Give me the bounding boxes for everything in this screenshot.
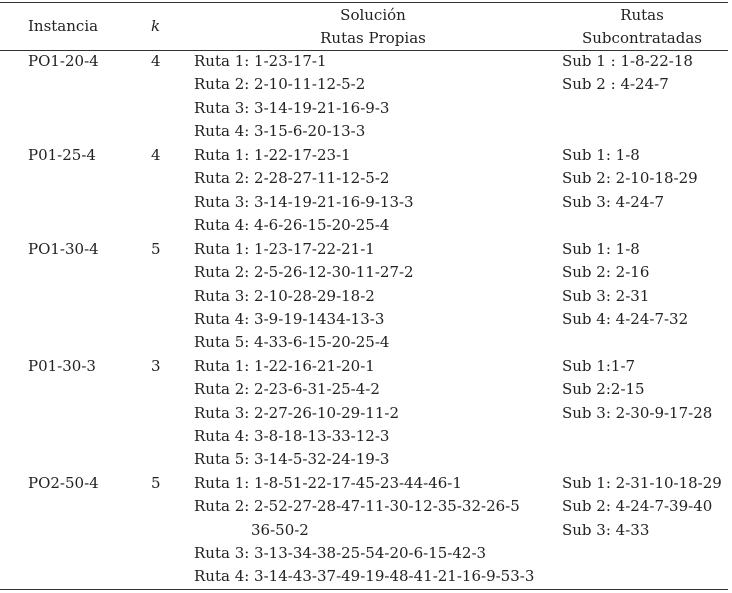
- ruta-item: Ruta 2: 2-23-6-31-25-4-2: [194, 380, 380, 399]
- header-solucion-line1: Solución: [340, 6, 406, 24]
- ruta-item: Ruta 2: 2-28-27-11-12-5-2: [194, 169, 390, 188]
- ruta-item: Ruta 3: 3-14-19-21-16-9-13-3: [194, 192, 414, 211]
- k-cell: 5: [151, 240, 161, 258]
- header-rutas-line2: Subcontratadas: [582, 29, 702, 47]
- sub-item: Sub 1: 1-8: [562, 240, 640, 258]
- sub-item: Sub 3: 2-31: [562, 286, 650, 305]
- top-rule: [0, 2, 728, 3]
- ruta-item: Ruta 3: 2-10-28-29-18-2: [194, 286, 375, 305]
- ruta-item: Ruta 4: 3-9-19-1434-13-3: [194, 309, 385, 328]
- sub-item: Sub 1: 1-8: [562, 146, 640, 164]
- sub-item: Sub 2: 4-24-7-39-40: [562, 497, 713, 516]
- ruta-item: Ruta 4: 3-14-43-37-49-19-48-41-21-16-9-53-3: [194, 567, 535, 586]
- sub-item: Sub 2: 2-16: [562, 263, 650, 282]
- ruta-item: Ruta 4: 3-8-18-13-33-12-3: [194, 426, 390, 445]
- header-rutas-line1: Rutas: [620, 6, 664, 24]
- header-solucion-line2: Rutas Propias: [320, 29, 426, 47]
- instancia-cell: P01-30-3: [28, 357, 96, 375]
- ruta-item: Ruta 2: 2-10-11-12-5-2: [194, 75, 366, 94]
- k-cell: 3: [151, 357, 161, 375]
- ruta-item: Ruta 1: 1-23-17-1: [194, 52, 327, 70]
- instancia-cell: PO1-30-4: [28, 240, 99, 258]
- sub-item: Sub 3: 4-24-7: [562, 192, 664, 211]
- sub-item: Sub 3: 4-33: [562, 520, 650, 539]
- ruta-item: Ruta 1: 1-8-51-22-17-45-23-44-46-1: [194, 474, 462, 492]
- header-instancia: Instancia: [28, 17, 99, 35]
- sub-item: Sub 2: 2-10-18-29: [562, 169, 698, 188]
- sub-item: Sub 1 : 1-8-22-18: [562, 52, 693, 70]
- ruta-item: Ruta 1: 1-23-17-22-21-1: [194, 240, 375, 258]
- sub-item: Sub 1: 2-31-10-18-29: [562, 474, 722, 492]
- ruta-item: Ruta 5: 4-33-6-15-20-25-4: [194, 333, 390, 352]
- ruta-item: Ruta 2: 2-5-26-12-30-11-27-2: [194, 263, 414, 282]
- ruta-item: Ruta 1: 1-22-17-23-1: [194, 146, 351, 164]
- sub-item: Sub 1:1-7: [562, 357, 636, 375]
- bottom-rule: [0, 589, 728, 590]
- sub-item: Sub 2:2-15: [562, 380, 645, 399]
- sub-item: Sub 2 : 4-24-7: [562, 75, 669, 94]
- instancia-cell: PO2-50-4: [28, 474, 99, 492]
- instancia-cell: PO1-20-4: [28, 52, 99, 70]
- ruta-item: Ruta 3: 3-13-34-38-25-54-20-6-15-42-3: [194, 543, 487, 562]
- sub-item: Sub 3: 2-30-9-17-28: [562, 403, 713, 422]
- instancia-cell: P01-25-4: [28, 146, 96, 164]
- ruta-item: Ruta 5: 3-14-5-32-24-19-3: [194, 450, 390, 469]
- header-k: k: [151, 17, 161, 35]
- ruta-item: Ruta 4: 4-6-26-15-20-25-4: [194, 215, 390, 234]
- ruta-continuation: 36-50-2: [251, 520, 309, 539]
- ruta-item: Ruta 3: 2-27-26-10-29-11-2: [194, 403, 399, 422]
- ruta-item: Ruta 1: 1-22-16-21-20-1: [194, 357, 375, 375]
- k-cell: 4: [151, 146, 161, 164]
- k-cell: 4: [151, 52, 161, 70]
- sub-item: Sub 4: 4-24-7-32: [562, 309, 689, 328]
- ruta-item: Ruta 3: 3-14-19-21-16-9-3: [194, 98, 390, 117]
- ruta-item: Ruta 2: 2-52-27-28-47-11-30-12-35-32-26-5: [194, 497, 520, 516]
- k-cell: 5: [151, 474, 161, 492]
- ruta-item: Ruta 4: 3-15-6-20-13-3: [194, 121, 366, 140]
